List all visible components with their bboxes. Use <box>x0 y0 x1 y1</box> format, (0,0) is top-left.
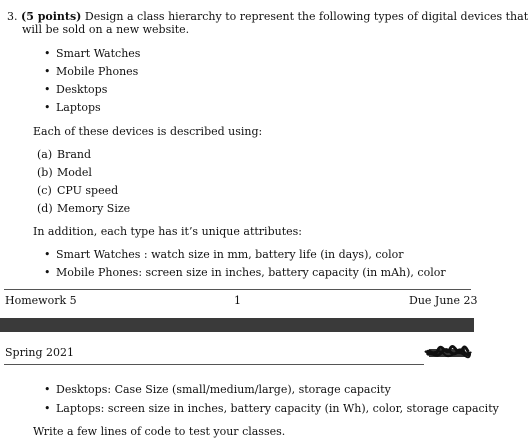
device-type-item: • Mobile Phones <box>56 65 138 78</box>
enum-text: Model <box>57 166 92 179</box>
footer-left: Homework 5 <box>5 294 77 307</box>
footer-page-number: 1 <box>234 294 241 307</box>
device-type-item: • Desktops <box>56 83 107 96</box>
redaction-scribble-icon <box>424 344 472 362</box>
header-rule <box>4 364 424 365</box>
attribute-item <box>37 166 92 179</box>
unique-attribute-item: • Desktops: Case Size (small/medium/large), storage capacity <box>56 383 391 396</box>
footer-rule <box>4 289 471 290</box>
attribute-item <box>37 184 119 197</box>
enum-label: (a) <box>37 148 53 161</box>
question-text-line-2: will be sold on a new website. <box>22 23 190 36</box>
enum-label: (d) <box>37 202 53 215</box>
unique-intro: In addition, each type has it’s unique attributes: <box>33 225 302 238</box>
attribute-item <box>37 202 131 215</box>
closing-instruction: Write a few lines of code to test your classes. <box>33 425 286 438</box>
enum-text: Brand <box>57 148 92 161</box>
unique-attribute-item: • Mobile Phones: screen size in inches, battery capacity (in mAh), color <box>56 266 446 279</box>
attribute-item <box>37 148 92 161</box>
enum-text: Memory Size <box>57 202 131 215</box>
page-header-left: Spring 2021 <box>5 346 74 359</box>
question-points: (5 points) <box>21 10 82 23</box>
enum-text: CPU speed <box>57 184 119 197</box>
enum-label: (b) <box>37 166 53 179</box>
device-type-item: • Smart Watches <box>56 47 140 60</box>
footer-right: Due June 23 <box>409 294 478 307</box>
question-text-line-1: Design a class hierarchy to represent the following types of digital devices that <box>81 10 528 23</box>
described-intro: Each of these devices is described using: <box>33 125 263 138</box>
enum-label: (c) <box>37 184 52 197</box>
unique-attribute-item: • Laptops: screen size in inches, battery capacity (in Wh), color, storage capacity <box>56 402 499 415</box>
page-two <box>0 332 499 445</box>
question-number: 3. <box>7 10 18 23</box>
unique-attribute-item: • Smart Watches : watch size in mm, battery life (in days), color <box>56 248 404 261</box>
page-gap <box>0 318 474 332</box>
question-line-1 <box>7 10 528 23</box>
device-type-item: • Laptops <box>56 101 101 114</box>
